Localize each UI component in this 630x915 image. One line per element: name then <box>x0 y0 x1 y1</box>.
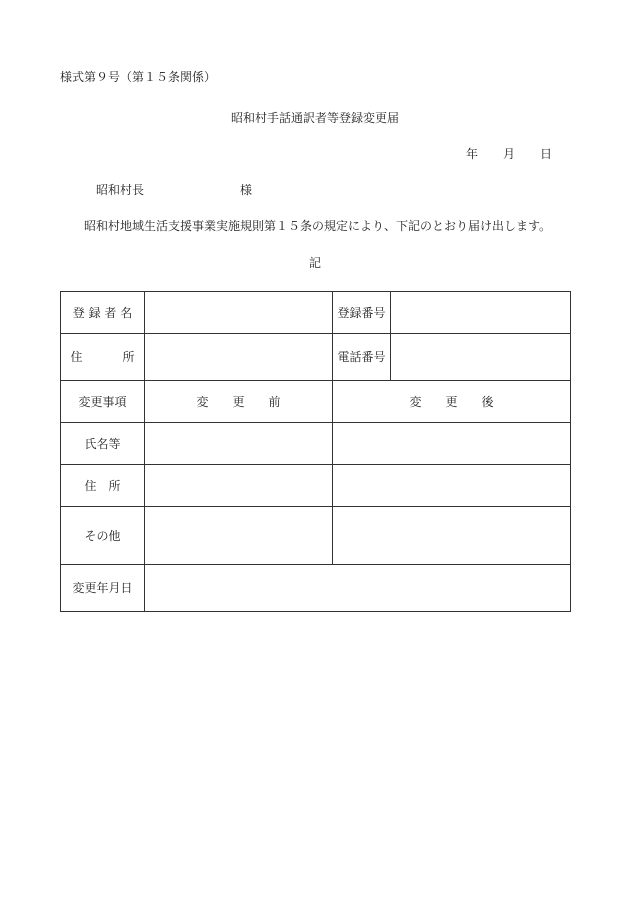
change-item-label: 変更事項 <box>61 381 145 423</box>
date-line <box>466 147 552 161</box>
change-date-value[interactable] <box>145 565 571 612</box>
ki-heading: 記 <box>308 256 321 270</box>
other-label: その他 <box>61 507 145 565</box>
name-label: 氏名等 <box>61 423 145 465</box>
address-after-value[interactable] <box>333 465 571 507</box>
phone-value[interactable] <box>391 334 571 381</box>
address-label-char1: 住 <box>70 350 83 364</box>
table-row <box>61 381 571 423</box>
phone-label: 電話番号 <box>333 334 391 381</box>
table-row <box>61 292 571 334</box>
name-after-value[interactable] <box>333 423 571 465</box>
table-row <box>61 465 571 507</box>
addressee-honorific: 様 <box>240 183 253 197</box>
table-row <box>61 334 571 381</box>
address-before-value[interactable] <box>145 465 333 507</box>
change-date-label: 変更年月日 <box>61 565 145 612</box>
day-label: 日 <box>540 147 553 161</box>
other-after-value[interactable] <box>333 507 571 565</box>
registration-number-value[interactable] <box>391 292 571 334</box>
form-number: 様式第９号（第１５条関係） <box>60 70 217 84</box>
before-label: 変 更 前 <box>145 381 333 423</box>
change-form-table <box>60 291 571 612</box>
other-before-value[interactable] <box>145 507 333 565</box>
document-title: 昭和村手話通訳者等登録変更届 <box>230 111 399 125</box>
after-label: 変 更 後 <box>333 381 571 423</box>
address-label-top <box>61 334 145 381</box>
year-label: 年 <box>466 147 479 161</box>
addressee <box>96 183 252 197</box>
address-value[interactable] <box>145 334 333 381</box>
table-row <box>61 423 571 465</box>
month-label: 月 <box>503 147 516 161</box>
address-change-label: 住 所 <box>61 465 145 507</box>
intro-text: 昭和村地域生活支援事業実施規則第１５条の規定により、下記のとおり届け出します。 <box>84 219 552 233</box>
registration-number-label: 登録番号 <box>333 292 391 334</box>
table-row <box>61 565 571 612</box>
name-before-value[interactable] <box>145 423 333 465</box>
registrant-value[interactable] <box>145 292 333 334</box>
table-row <box>61 507 571 565</box>
registrant-label: 登 録 者 名 <box>61 292 145 334</box>
addressee-name: 昭和村長 <box>96 183 145 197</box>
address-label-char2: 所 <box>122 350 135 364</box>
